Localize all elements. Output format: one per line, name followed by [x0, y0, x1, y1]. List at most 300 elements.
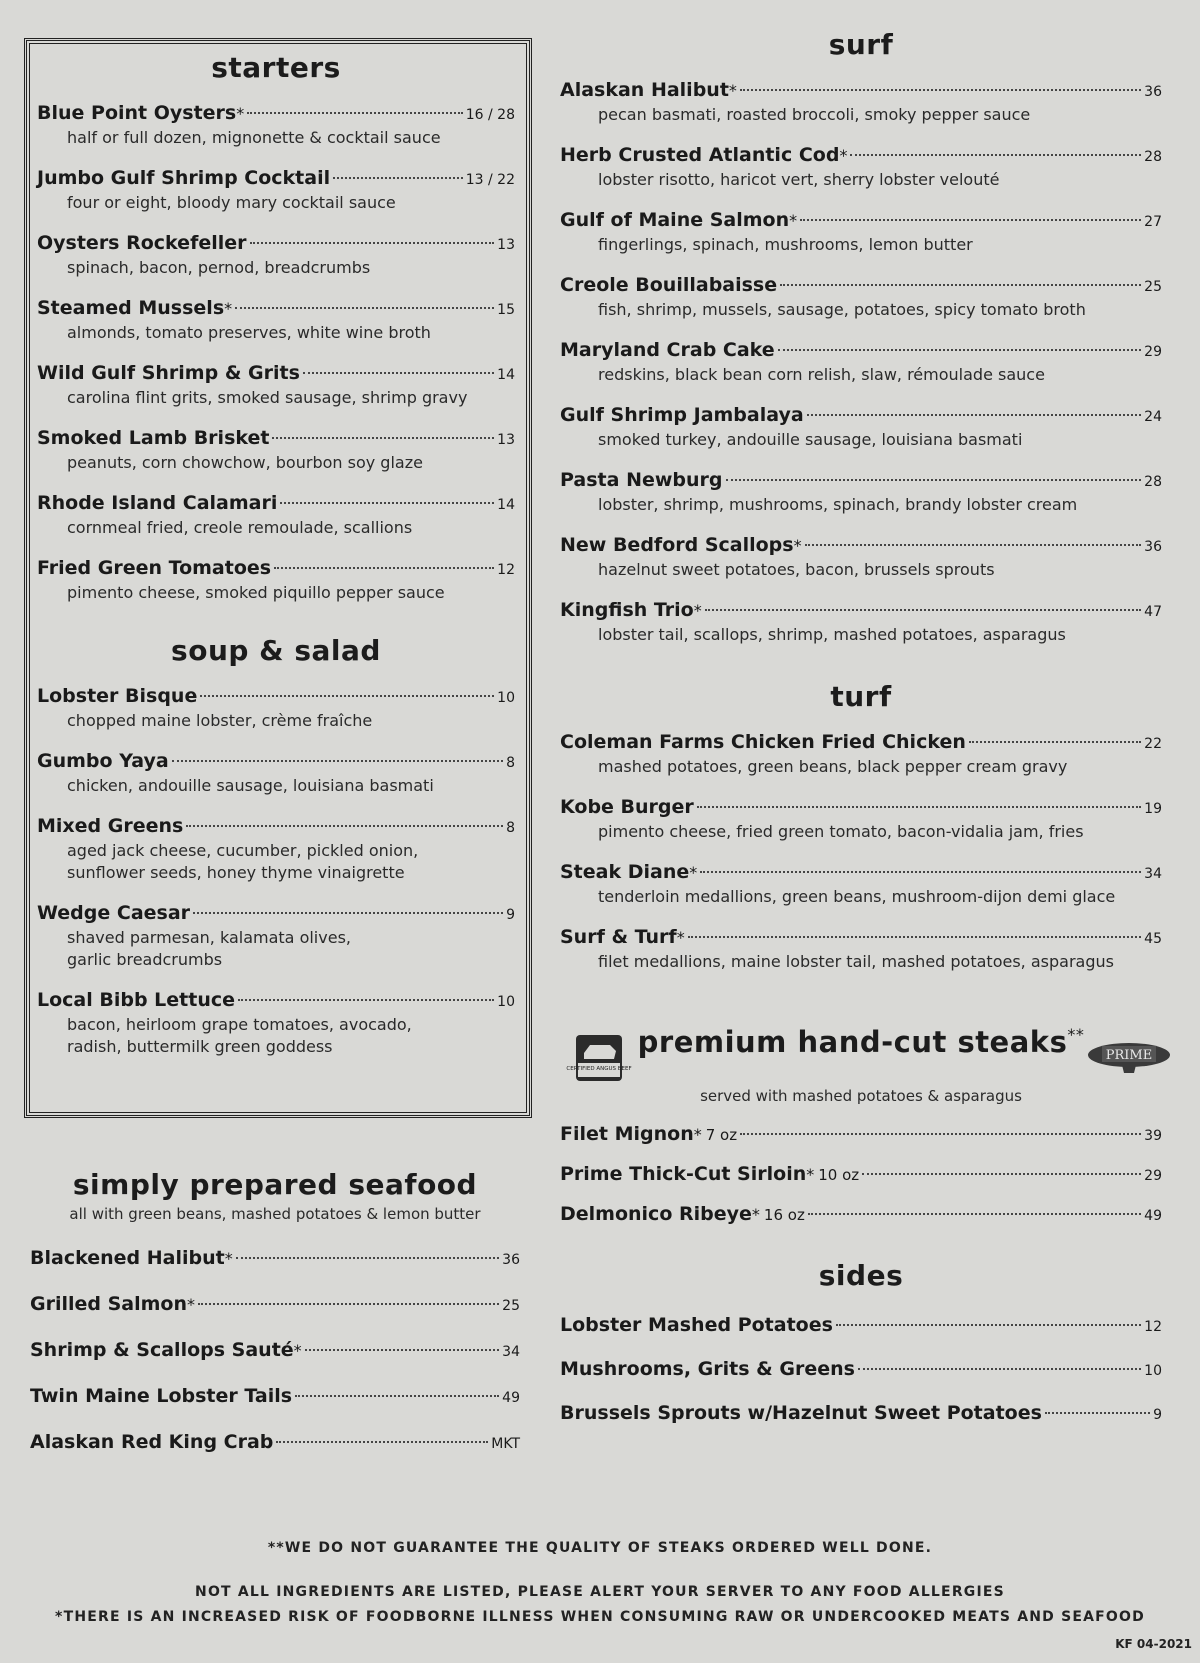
menu-item [30, 1385, 520, 1407]
menu-item-name [560, 209, 797, 231]
menu-item [560, 469, 1162, 516]
dot-leader [236, 1257, 499, 1259]
menu-item-title: Shrimp & Scallops Sauté [30, 1339, 294, 1361]
menu-item-price: 36 [1144, 84, 1162, 100]
menu-item-title: Herb Crusted Atlantic Cod [560, 144, 840, 166]
dot-leader [705, 609, 1141, 611]
dot-leader [700, 871, 1141, 873]
menu-item-line [37, 557, 515, 579]
menu-item-name [560, 534, 802, 556]
menu-item-title: Lobster Bisque [37, 685, 198, 707]
menu-item-title: Jumbo Gulf Shrimp Cocktail [37, 167, 331, 189]
menu-item-description: chopped maine lobster, crème fraîche [67, 711, 373, 730]
menu-item-price: 47 [1144, 604, 1162, 620]
soup-salad-title: soup & salad [171, 634, 381, 667]
menu-item-line [37, 232, 515, 254]
menu-item-price: 49 [502, 1390, 520, 1406]
menu-item-line [560, 1314, 1162, 1336]
menu-item-star: * [689, 863, 698, 882]
menu-item-line [560, 404, 1162, 426]
menu-item-description: pimento cheese, fried green tomato, bacon-vidalia jam, fries [598, 822, 1084, 841]
menu-item-description: hazelnut sweet potatoes, bacon, brussels sprouts [598, 560, 995, 579]
menu-item-description-2: garlic breadcrumbs [67, 950, 223, 969]
menu-item-line [37, 427, 515, 449]
menu-item [37, 102, 515, 149]
menu-item-line [560, 1203, 1162, 1225]
menu-item-name [37, 902, 190, 924]
menu-item-price: 13 [497, 237, 515, 253]
menu-item-star: * [693, 1125, 702, 1144]
menu-item-line [30, 1385, 520, 1407]
menu-item-star: * [224, 1249, 233, 1268]
menu-item-line [37, 989, 515, 1011]
menu-item-name [30, 1339, 302, 1361]
menu-item-name [37, 750, 169, 772]
menu-item-title: Fried Green Tomatoes [37, 557, 272, 579]
menu-item-name [560, 1402, 1042, 1424]
menu-item-name [30, 1247, 233, 1269]
menu-item-title: Local Bibb Lettuce [37, 989, 236, 1011]
menu-item [560, 79, 1162, 126]
menu-item [560, 1203, 1162, 1225]
menu-item-title: Lobster Mashed Potatoes [560, 1314, 833, 1336]
dot-leader [836, 1324, 1141, 1326]
menu-item-line [560, 469, 1162, 491]
menu-item-name [37, 102, 244, 124]
menu-item-title: Gumbo Yaya [37, 750, 169, 772]
menu-item-description: four or eight, bloody mary cocktail sauce [67, 193, 396, 212]
menu-item-price: 22 [1144, 736, 1162, 752]
menu-item-line [560, 1402, 1162, 1424]
menu-item-title: Smoked Lamb Brisket [37, 427, 270, 449]
starters-soup-box [24, 38, 532, 1118]
menu-item-price: 13 / 22 [465, 172, 515, 188]
menu-item-title: Prime Thick-Cut Sirloin [560, 1163, 807, 1185]
menu-item-star: * [676, 928, 685, 947]
menu-item-price: 24 [1144, 409, 1162, 425]
dot-leader [805, 544, 1142, 546]
menu-item-title: Steamed Mussels [37, 297, 225, 319]
menu-item [30, 1247, 520, 1269]
menu-item [560, 1163, 1162, 1185]
menu-item-price: 10 [497, 690, 515, 706]
menu-item [37, 362, 515, 409]
prime-logo-text: PRIME [1105, 1048, 1153, 1063]
dot-leader [305, 1349, 500, 1351]
menu-item-title: Wild Gulf Shrimp & Grits [37, 362, 300, 384]
menu-item-price: MKT [491, 1436, 520, 1452]
dot-leader [740, 1133, 1141, 1135]
menu-item-name [30, 1385, 292, 1407]
menu-item-name [560, 731, 966, 753]
menu-item-description-2: radish, buttermilk green goddess [67, 1037, 333, 1056]
menu-item-line [560, 599, 1162, 621]
dot-leader [808, 1213, 1141, 1215]
menu-item [37, 815, 515, 884]
menu-item-description: lobster risotto, haricot vert, sherry lobster velouté [598, 170, 1000, 189]
menu-item-title: Kingfish Trio [560, 599, 694, 621]
menu-item-line [37, 685, 515, 707]
starters-title: starters [211, 51, 341, 84]
menu-item-title: Oysters Rockefeller [37, 232, 247, 254]
dot-leader [172, 760, 503, 762]
menu-item-star: * [224, 299, 233, 318]
menu-item-name [37, 557, 271, 579]
menu-item-title: Creole Bouillabaisse [560, 274, 778, 296]
menu-item-star: * [728, 81, 737, 100]
steaks-title-mark: ** [1067, 1025, 1085, 1044]
menu-item [560, 209, 1162, 256]
menu-item-line [560, 1358, 1162, 1380]
menu-item-title: Twin Maine Lobster Tails [30, 1385, 293, 1407]
menu-item-star: * [806, 1165, 815, 1184]
menu-item-description: pecan basmati, roasted broccoli, smoky pepper sauce [598, 105, 1031, 124]
menu-item [37, 492, 515, 539]
menu-item-title: Wedge Caesar [37, 902, 191, 924]
dot-leader [697, 806, 1141, 808]
menu-item [560, 861, 1162, 908]
menu-item-price: 29 [1144, 1168, 1162, 1184]
menu-item [560, 404, 1162, 451]
menu-item-description: carolina flint grits, smoked sausage, shrimp gravy [67, 388, 468, 407]
sides-list [560, 1314, 1162, 1424]
dot-leader [807, 414, 1141, 416]
menu-item [30, 1339, 520, 1361]
menu-item-title: Delmonico Ribeye [560, 1203, 752, 1225]
surf-title: surf [828, 28, 894, 61]
menu-item-line [560, 1163, 1162, 1185]
soup-salad-list [37, 685, 515, 1058]
left-column [24, 38, 532, 1118]
menu-item-line [560, 144, 1162, 166]
dot-leader [688, 936, 1141, 938]
seafood-list [30, 1247, 520, 1453]
menu-item [37, 685, 515, 732]
menu-item [560, 599, 1162, 646]
menu-item-star: * [236, 104, 245, 123]
right-column [560, 28, 1162, 1424]
menu-item [37, 989, 515, 1058]
menu-item-name [37, 815, 183, 837]
menu-item-title: Grilled Salmon [30, 1293, 188, 1315]
menu-item [560, 1402, 1162, 1424]
menu-item [560, 339, 1162, 386]
dot-leader [235, 307, 494, 309]
dot-leader [250, 242, 495, 244]
sides-title: sides [818, 1259, 904, 1292]
menu-item-weight: 10 oz [818, 1166, 860, 1184]
dot-leader [969, 741, 1141, 743]
menu-item-name [560, 1123, 737, 1145]
menu-item-description: lobster tail, scallops, shrimp, mashed potatoes, asparagus [598, 625, 1066, 644]
menu-item-line [560, 209, 1162, 231]
menu-item-title: Blackened Halibut [30, 1247, 225, 1269]
menu-item-price: 14 [497, 497, 515, 513]
menu-item-description: spinach, bacon, pernod, breadcrumbs [67, 258, 371, 277]
menu-item [560, 1123, 1162, 1145]
menu-item [37, 557, 515, 604]
dot-leader [198, 1303, 499, 1305]
menu-item-star: * [693, 601, 702, 620]
menu-item-title: Mixed Greens [37, 815, 184, 837]
menu-item [30, 1293, 520, 1315]
menu-item [560, 731, 1162, 778]
menu-item [560, 1358, 1162, 1380]
menu-item-title: Coleman Farms Chicken Fried Chicken [560, 731, 966, 753]
menu-item-name [560, 1163, 859, 1185]
menu-item-name [37, 362, 300, 384]
menu-item-name [37, 492, 277, 514]
menu-item [37, 232, 515, 279]
dot-leader [276, 1441, 488, 1443]
dot-leader [238, 999, 494, 1001]
menu-item-title: Brussels Sprouts w/Hazelnut Sweet Potatoes [560, 1402, 1042, 1424]
menu-item-description-2: sunflower seeds, honey thyme vinaigrette [67, 863, 405, 882]
steaks-header [560, 1013, 1162, 1083]
steaks-list [560, 1123, 1162, 1225]
menu-item-star: * [839, 146, 848, 165]
dot-leader [295, 1395, 499, 1397]
menu-item [560, 1314, 1162, 1336]
turf-list [560, 731, 1162, 973]
menu-item-line [37, 297, 515, 319]
menu-item-line [560, 534, 1162, 556]
menu-item-price: 16 / 28 [465, 107, 515, 123]
menu-item-description: shaved parmesan, kalamata olives, [67, 928, 351, 947]
starters-list [37, 102, 515, 604]
menu-item-name [37, 427, 269, 449]
menu-item-price: 29 [1144, 344, 1162, 360]
dot-leader [274, 567, 494, 569]
seafood-title: simply prepared seafood [72, 1168, 478, 1201]
menu-item-star: * [293, 1341, 302, 1360]
menu-item-price: 8 [506, 820, 515, 836]
menu-item-price: 34 [1144, 866, 1162, 882]
menu-item-price: 14 [497, 367, 515, 383]
menu-item-line [37, 902, 515, 924]
menu-item-name [37, 232, 247, 254]
menu-item-description: filet medallions, maine lobster tail, mashed potatoes, asparagus [598, 952, 1114, 971]
menu-item-line [37, 750, 515, 772]
menu-item-title: Alaskan Red King Crab [30, 1431, 274, 1453]
dot-leader [778, 349, 1141, 351]
menu-item-line [560, 926, 1162, 948]
menu-item-title: Alaskan Halibut [560, 79, 729, 101]
menu-item [37, 427, 515, 474]
menu-item-name [560, 861, 697, 883]
menu-item-price: 12 [1144, 1319, 1162, 1335]
menu-item-title: Surf & Turf [560, 926, 677, 948]
menu-item-name [560, 796, 694, 818]
menu-item-weight: 7 oz [705, 1126, 738, 1144]
menu-item-description: bacon, heirloom grape tomatoes, avocado, [67, 1015, 412, 1034]
menu-item [30, 1431, 520, 1453]
menu-item-name [560, 926, 685, 948]
menu-item [560, 144, 1162, 191]
menu-item-name [560, 1203, 805, 1225]
menu-item-line [560, 274, 1162, 296]
dot-leader [333, 177, 463, 179]
dot-leader [186, 825, 503, 827]
menu-item-line [560, 79, 1162, 101]
turf-title: turf [830, 680, 892, 713]
menu-item [560, 926, 1162, 973]
menu-item-name [560, 599, 702, 621]
menu-item [37, 750, 515, 797]
menu-item-name [560, 339, 775, 361]
menu-item-description: tenderloin medallions, green beans, mushroom-dijon demi glace [598, 887, 1116, 906]
dot-leader [780, 284, 1141, 286]
menu-item-price: 28 [1144, 474, 1162, 490]
menu-item-description: fingerlings, spinach, mushrooms, lemon butter [598, 235, 973, 254]
menu-item-star: * [187, 1295, 196, 1314]
dot-leader [272, 437, 494, 439]
menu-item [560, 534, 1162, 581]
menu-item-name [37, 167, 330, 189]
menu-item-description: cornmeal fried, creole remoulade, scallions [67, 518, 413, 537]
menu-item-price: 10 [1144, 1363, 1162, 1379]
seafood-subtitle: all with green beans, mashed potatoes & lemon butter [69, 1205, 481, 1223]
menu-item-line [37, 492, 515, 514]
menu-item-line [560, 1123, 1162, 1145]
menu-item-price: 9 [506, 907, 515, 923]
menu-item-description: redskins, black bean corn relish, slaw, rémoulade sauce [598, 365, 1045, 384]
menu-item-name [30, 1431, 273, 1453]
menu-item-title: New Bedford Scallops [560, 534, 794, 556]
menu-item-star: * [793, 536, 802, 555]
menu-item-price: 34 [502, 1344, 520, 1360]
menu-item-price: 9 [1153, 1407, 1162, 1423]
menu-item-name [560, 469, 723, 491]
menu-item-title: Rhode Island Calamari [37, 492, 278, 514]
menu-item-price: 10 [497, 994, 515, 1010]
dot-leader [1045, 1412, 1150, 1414]
menu-item-price: 25 [502, 1298, 520, 1314]
menu-item-price: 36 [502, 1252, 520, 1268]
menu-item-title: Kobe Burger [560, 796, 694, 818]
menu-item-title: Gulf of Maine Salmon [560, 209, 790, 231]
dot-leader [200, 695, 494, 697]
menu-item-title: Blue Point Oysters [37, 102, 237, 124]
menu-item-star: * [751, 1205, 760, 1224]
menu-item-price: 8 [506, 755, 515, 771]
dot-leader [740, 89, 1141, 91]
menu-item-line [37, 167, 515, 189]
steaks-subtitle: served with mashed potatoes & asparagus [700, 1087, 1022, 1105]
menu-item-price: 15 [497, 302, 515, 318]
footer-steak-note: **WE DO NOT GUARANTEE THE QUALITY OF STEAKS ORDERED WELL DONE. [267, 1540, 933, 1556]
menu-item-name [560, 144, 847, 166]
menu-item-description: lobster, shrimp, mushrooms, spinach, brandy lobster cream [598, 495, 1078, 514]
menu-item-line [560, 796, 1162, 818]
surf-list [560, 79, 1162, 646]
menu-item-name [30, 1293, 195, 1315]
menu-item-price: 27 [1144, 214, 1162, 230]
menu-item-price: 28 [1144, 149, 1162, 165]
menu-item-description: almonds, tomato preserves, white wine broth [67, 323, 431, 342]
menu-item-line [37, 815, 515, 837]
menu-item-line [560, 731, 1162, 753]
dot-leader [193, 912, 503, 914]
dot-leader [280, 502, 494, 504]
menu-item-weight: 16 oz [763, 1206, 805, 1224]
menu-item-line [30, 1431, 520, 1453]
menu-item [37, 297, 515, 344]
menu-item-price: 49 [1144, 1208, 1162, 1224]
menu-item-line [30, 1247, 520, 1269]
menu-item-line [560, 861, 1162, 883]
footer-allergy-note: NOT ALL INGREDIENTS ARE LISTED, PLEASE ALERT YOUR SERVER TO ANY FOOD ALLERGIES [195, 1584, 1005, 1600]
menu-item-description: aged jack cheese, cucumber, pickled onion, [67, 841, 419, 860]
dot-leader [858, 1368, 1141, 1370]
menu-item-line [37, 362, 515, 384]
menu-item-description: smoked turkey, andouille sausage, louisiana basmati [598, 430, 1023, 449]
footer-raw-warning: *THERE IS AN INCREASED RISK OF FOODBORNE ILLNESS WHEN CONSUMING RAW OR UNDERCOOKED MEATS AND SEAFOOD [55, 1609, 1145, 1625]
menu-item-name [560, 1314, 833, 1336]
prime-beef-logo [1086, 1037, 1172, 1077]
menu-item-title: Filet Mignon [560, 1123, 694, 1145]
menu-item-title: Pasta Newburg [560, 469, 723, 491]
menu-item-price: 12 [497, 562, 515, 578]
menu-code: KF 04-2021 [1115, 1637, 1192, 1651]
menu-item-title: Gulf Shrimp Jambalaya [560, 404, 804, 426]
menu-item-description: chicken, andouille sausage, louisiana basmati [67, 776, 434, 795]
menu-item-price: 39 [1144, 1128, 1162, 1144]
menu-item-name [560, 1358, 855, 1380]
menu-item-description: peanuts, corn chowchow, bourbon soy glaze [67, 453, 423, 472]
menu-item-price: 19 [1144, 801, 1162, 817]
dot-leader [800, 219, 1141, 221]
menu-item-name [37, 989, 235, 1011]
menu-item [560, 274, 1162, 321]
menu-item [37, 167, 515, 214]
menu-item-price: 45 [1144, 931, 1162, 947]
menu-item-name [560, 404, 804, 426]
menu-item [560, 796, 1162, 843]
menu-item-description: pimento cheese, smoked piquillo pepper sauce [67, 583, 445, 602]
dot-leader [247, 112, 463, 114]
menu-item-name [37, 297, 232, 319]
menu-item-price: 36 [1144, 539, 1162, 555]
steaks-title-text: premium hand-cut steaks [637, 1025, 1068, 1059]
menu-item-title: Maryland Crab Cake [560, 339, 775, 361]
dot-leader [726, 479, 1142, 481]
menu-item [37, 902, 515, 971]
menu-item-line [30, 1339, 520, 1361]
simply-prepared-seafood [30, 1168, 520, 1453]
steaks-title [560, 1013, 1162, 1059]
menu-item-name [37, 685, 197, 707]
dot-leader [862, 1173, 1141, 1175]
menu-item-price: 13 [497, 432, 515, 448]
menu-item-title: Mushrooms, Grits & Greens [560, 1358, 855, 1380]
menu-item-name [560, 274, 777, 296]
menu-item-line [560, 339, 1162, 361]
dot-leader [303, 372, 494, 374]
menu-item-line [37, 102, 515, 124]
menu-item-description: half or full dozen, mignonette & cocktail sauce [67, 128, 441, 147]
menu-item-star: * [789, 211, 798, 230]
certified-angus-beef-logo [566, 1031, 632, 1085]
menu-item-line [30, 1293, 520, 1315]
cab-logo-text: CERTIFIED ANGUS BEEF [566, 1066, 632, 1072]
menu-item-name [560, 79, 737, 101]
menu-item-description: mashed potatoes, green beans, black pepper cream gravy [598, 757, 1068, 776]
dot-leader [850, 154, 1141, 156]
menu-item-title: Steak Diane [560, 861, 690, 883]
menu-item-price: 25 [1144, 279, 1162, 295]
menu-item-description: fish, shrimp, mussels, sausage, potatoes, spicy tomato broth [598, 300, 1086, 319]
